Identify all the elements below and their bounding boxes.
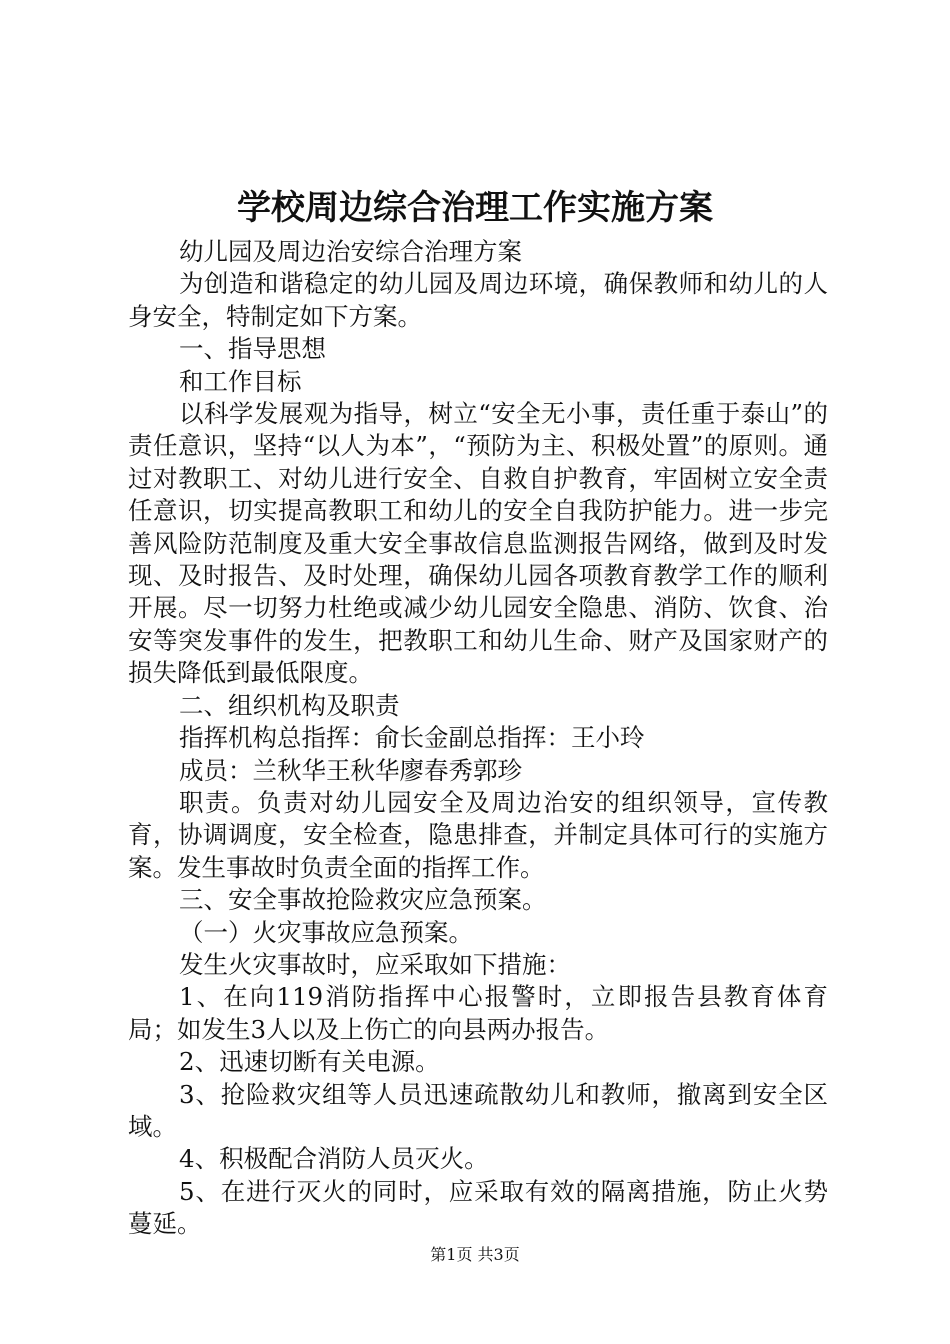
heading-emergency-plan: 三、安全事故抢险救灾应急预案。: [179, 885, 547, 915]
paragraph-guiding-content: 以科学发展观为指导，树立“安全无小事，责任重于泰山”的责任意识，坚持“以人为本”，“预防为主、积极处置”的原则。通过对教职工、对幼儿进行安全、自救自护教育，牢固树立安全责任意识，切实提高教职工和幼儿的安全自我防护能力。进一步完善风险防范制度及重大安全事故信息监测报告网络，做到及时发现、及时报告、及时处理，确保幼儿园各项教育教学工作的顺利开展。尽一切努力杜绝或减少幼儿园安全隐患、消防、饮食、治安等突发事件的发生，把教职工和幼儿生命、财产及国家财产的损失降低到最低限度。: [128, 399, 828, 688]
list-item-3: 3、抢险救灾组等人员迅速疏散幼儿和教师，撤离到安全区域。: [128, 1079, 828, 1141]
document-title: 学校周边综合治理工作实施方案: [237, 188, 713, 228]
paragraph-commanders: 指挥机构总指挥：俞长金副总指挥：王小玲: [179, 723, 645, 753]
list-item-1: 1、在向119消防指挥中心报警时，立即报告县教育体育局；如发生3人以及上伤亡的向县两办报告。: [128, 982, 828, 1044]
document-body: [128, 236, 828, 1241]
list-item-2: 2、迅速切断有关电源。: [179, 1047, 440, 1077]
paragraph-fire-measures: 发生火灾事故时，应采取如下措施：: [179, 949, 571, 979]
paragraph-members: 成员：兰秋华王秋华廖春秀郭珍: [179, 755, 522, 785]
paragraph-subtitle: 幼儿园及周边治安综合治理方案: [179, 237, 522, 266]
page-footer: 第1页 共3页: [430, 1245, 520, 1264]
heading-organization: 二、组织机构及职责: [179, 690, 400, 720]
paragraph-intro: 为创造和谐稳定的幼儿园及周边环境，确保教师和幼儿的人身安全，特制定如下方案。: [128, 269, 828, 331]
list-item-4: 4、积极配合消防人员灭火。: [179, 1144, 489, 1174]
list-item-5: 5、在进行灭火的同时，应采取有效的隔离措施，防止火势蔓延。: [128, 1176, 828, 1239]
heading-fire-plan: （一）火灾事故应急预案。: [179, 917, 473, 947]
heading-work-goal: 和工作目标: [179, 366, 302, 396]
heading-guiding-thought: 一、指导思想: [179, 334, 326, 364]
paragraph-duties: 职责。负责对幼儿园安全及周边治安的组织领导，宣传教育，协调调度，安全检查，隐患排查，并制定具体可行的实施方案。发生事故时负责全面的指挥工作。: [128, 787, 828, 882]
